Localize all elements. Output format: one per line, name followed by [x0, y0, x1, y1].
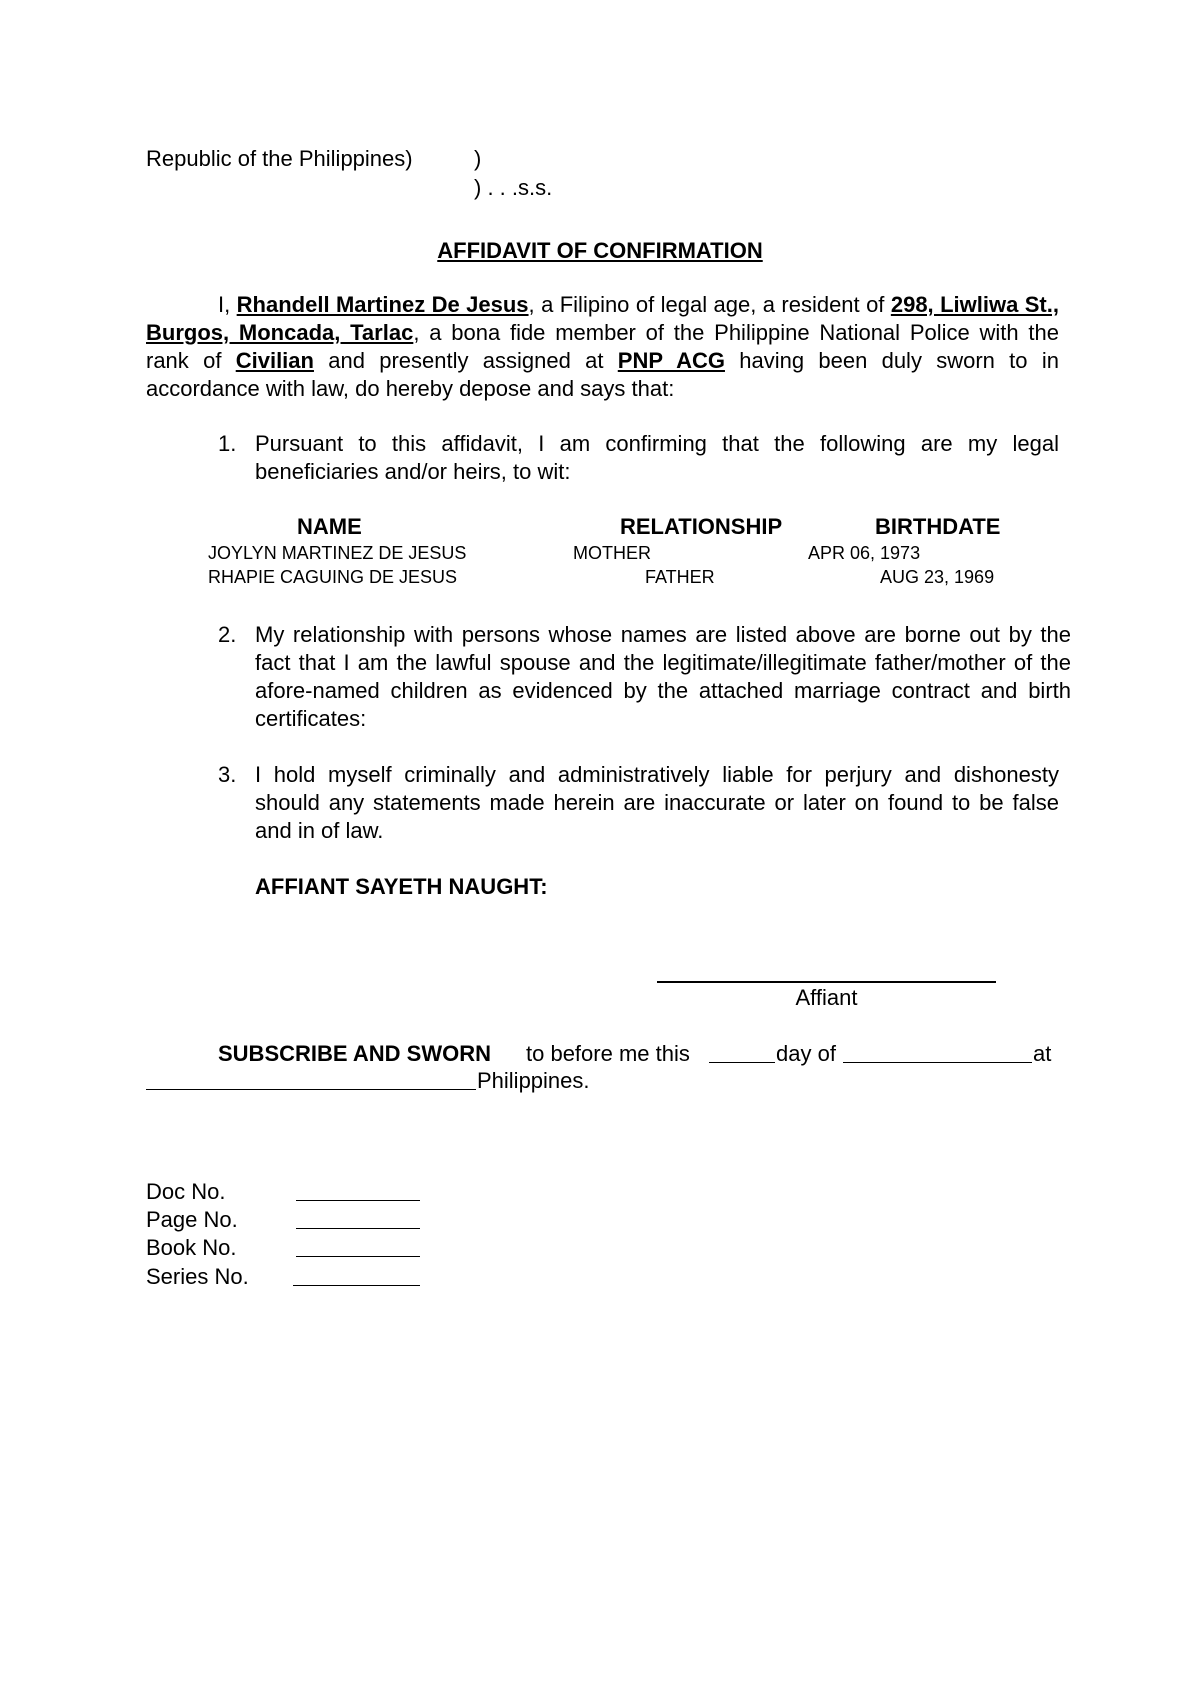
column-header-birthdate: BIRTHDATE: [875, 514, 1001, 539]
jurat-text-3: at: [1033, 1041, 1052, 1066]
intro-text-4: and presently assigned at: [328, 348, 604, 373]
item-text: I hold myself criminally and administratively liable for perjury and dishonesty should any statements made herein are inaccurate or later on found to be false and in of law.: [255, 762, 1059, 843]
notarial-blank: [296, 1228, 420, 1229]
intro-text-1: I,: [218, 292, 231, 317]
item-number: 1.: [218, 431, 237, 456]
affiant-label: Affiant: [795, 985, 858, 1010]
affiant-sayeth-naught: AFFIANT SAYETH NAUGHT:: [255, 874, 548, 899]
affiant-name: Rhandell Martinez De Jesus: [236, 292, 529, 317]
affiant-rank: Civilian: [235, 348, 314, 373]
venue-ss: ) . . .s.s.: [474, 175, 553, 200]
jurat-text-1: to before me this: [526, 1041, 690, 1066]
beneficiary-name: JOYLYN MARTINEZ DE JESUS: [208, 543, 467, 563]
column-header-name: NAME: [297, 514, 362, 539]
intro-text-5: having been duly sworn to in accordance with law, do hereby depose and says that:: [146, 348, 1059, 401]
document-title: AFFIDAVIT OF CONFIRMATION: [437, 238, 763, 263]
notarial-label: Doc No.: [146, 1179, 226, 1204]
jurat-place-blank: [146, 1089, 476, 1090]
venue-paren-1: ): [474, 146, 482, 171]
item-number: 3.: [218, 762, 237, 787]
beneficiary-birthdate: AUG 23, 1969: [880, 567, 995, 587]
notarial-blank: [293, 1285, 420, 1286]
beneficiary-relationship: MOTHER: [573, 543, 651, 563]
affiant-assignment: PNP ACG: [617, 348, 725, 373]
item-number: 2.: [218, 622, 237, 647]
intro-text-2: , a Filipino of legal age, a resident of: [528, 292, 885, 317]
jurat-day-blank: [709, 1062, 775, 1063]
beneficiary-birthdate: APR 06, 1973: [808, 543, 921, 563]
beneficiary-relationship: FATHER: [645, 567, 715, 587]
jurat-bold: SUBSCRIBE AND SWORN: [218, 1041, 491, 1066]
item-text: Pursuant to this affidavit, I am confirming that the following are my legal beneficiaries and/or heirs, to wit:: [255, 431, 1059, 484]
jurat-month-blank: [843, 1062, 1032, 1063]
column-header-relationship: RELATIONSHIP: [620, 514, 783, 539]
notarial-label: Page No.: [146, 1207, 238, 1232]
notarial-blank: [296, 1200, 420, 1201]
notarial-label: Book No.: [146, 1235, 237, 1260]
jurat-text-2: day of: [776, 1041, 836, 1066]
notarial-label: Series No.: [146, 1264, 249, 1289]
venue-republic: Republic of the Philippines): [146, 146, 413, 171]
affiant-signature-line: [657, 981, 996, 983]
item-text: My relationship with persons whose names are listed above are borne out by the fact that I am the lawful spouse and the legitimate/illegitimate father/mother of the afore-named children as evidenced by the attached marriage contract and birth certificates:: [255, 622, 1071, 731]
intro-text-3: , a bona fide member of the Philippine National Police with the rank of: [146, 320, 1060, 373]
beneficiary-name: RHAPIE CAGUING DE JESUS: [208, 567, 458, 587]
intro-paragraph: [146, 291, 1059, 403]
jurat-text-4: Philippines.: [477, 1068, 590, 1093]
notarial-blank: [296, 1256, 420, 1257]
affiant-address: 298, Liwliwa St., Burgos, Moncada, Tarlac: [146, 292, 1059, 345]
